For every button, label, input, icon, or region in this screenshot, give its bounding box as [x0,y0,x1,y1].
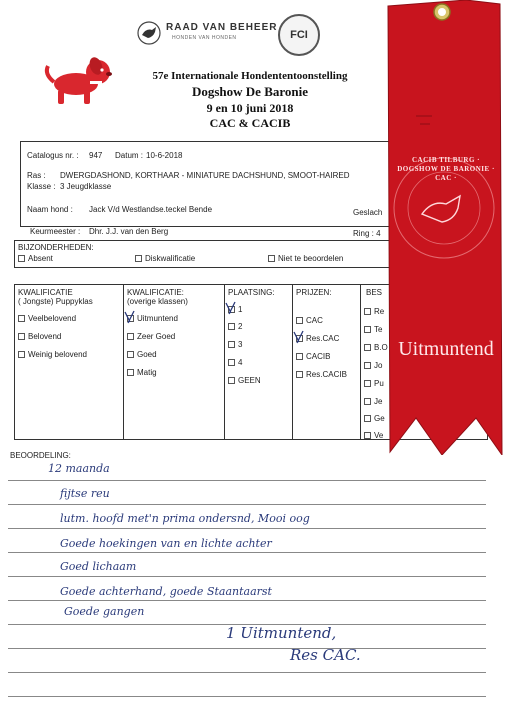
option-best-ge[interactable]: Ge [364,414,385,423]
kwal2-title: KWALIFICATIE: [127,288,184,297]
checkbox[interactable] [228,359,235,366]
remark-line-4: Goede hoekingen van en lichte achter [60,537,272,550]
remark-line-1: 12 maanda [48,462,110,475]
remark-line-7: Goede gangen [64,605,145,618]
checkmark-icon [124,310,136,324]
checkmark-icon [225,301,237,315]
divider [123,284,124,440]
checkbox[interactable] [296,371,303,378]
checkbox[interactable] [127,369,134,376]
klasse-value: 3 Jeugdklasse [60,182,112,191]
ruled-line [8,528,486,529]
checkbox[interactable] [18,333,25,340]
checkbox[interactable] [127,351,134,358]
remark-line-9: Res CAC. [290,646,361,664]
klasse-label: Klasse : [27,182,56,191]
option-cac[interactable]: CAC [296,316,323,325]
event-awards: CAC & CACIB [209,116,291,130]
ras-value: DWERGDASHOND, KORTHAAR - MINIATURE DACHSHUND, SMOOT-HAIRED [60,171,350,180]
datum-value: 10-6-2018 [146,151,183,160]
beoordeling-label: BEOORDELING: [10,451,71,460]
ras-label: Ras : [27,171,46,180]
prijzen-title: PRIJZEN: [296,288,332,297]
ribbon-label: Uitmuntend [398,338,494,360]
checkmark-icon [293,330,305,344]
event-name: Dogshow De Baronie [191,84,309,99]
remark-line-6: Goede achterhand, goede Staantaarst [60,585,272,598]
bijzonderheden-title: BIJZONDERHEDEN: [18,243,94,252]
option-uitmuntend[interactable]: Uitmuntend [127,314,178,323]
org-name: RAAD VAN BEHEER [166,22,278,33]
option-veelbelovend[interactable]: Veelbelovend [18,314,76,323]
ring-label: Ring : 4 [353,229,381,238]
remark-line-3: lutm. hoofd met'n prima ondersnd, Mooi oog [60,512,310,525]
dog-mascot-icon [40,52,120,110]
ruled-line [8,504,486,505]
checkbox[interactable] [268,255,275,262]
ruled-line [8,480,486,481]
option-best-jo[interactable]: Jo [364,361,382,370]
geslacht-label: Geslach [353,208,383,217]
raad-van-beheer-logo-icon [136,20,162,46]
checkbox[interactable] [364,415,371,422]
datum-label: Datum : [115,151,144,160]
kwal2-subtitle: (overige klassen) [127,297,188,306]
option-belovend[interactable]: Belovend [18,332,61,341]
option-best-re[interactable]: Re [364,307,384,316]
fci-logo: FCI [278,14,320,56]
naam-value: Jack V/d Westlandse.teckel Bende [89,205,213,214]
kwal1-subtitle: ( Jongste) Puppyklas [18,297,93,306]
option-niet-beoordelen[interactable]: Niet te beoordelen [268,254,343,263]
divider [360,284,361,440]
event-title: 57e Internationale Hondententoonstelling [152,70,348,82]
catalogus-label: Catalogus nr. : [27,151,79,160]
ruled-line [8,576,486,577]
checkbox[interactable] [18,255,25,262]
option-place-4[interactable]: 4 [228,358,242,367]
option-best-bo[interactable]: B.O [364,343,388,352]
option-res-cacib[interactable]: Res.CACIB [296,370,347,379]
best-title: BES [366,288,383,297]
checkbox[interactable] [296,317,303,324]
org-subtitle: HONDEN VAN HONDEN [172,35,237,41]
plaatsing-title: PLAATSING: [228,288,275,297]
checkbox[interactable] [364,326,371,333]
checkbox[interactable] [364,308,371,315]
option-goed[interactable]: Goed [127,350,157,359]
checkbox[interactable] [364,398,371,405]
option-best-je[interactable]: Je [364,397,382,406]
option-best-pu[interactable]: Pu [364,379,384,388]
remark-line-8: 1 Uitmuntend, [226,624,337,642]
keurmeester-value: Dhr. J.J. van den Berg [89,227,169,236]
remark-line-2: fijtse reu [60,487,110,500]
ruled-line [8,600,486,601]
checkbox[interactable] [364,380,371,387]
checkbox[interactable] [228,341,235,348]
option-place-3[interactable]: 3 [228,340,242,349]
option-best-te[interactable]: Te [364,325,382,334]
option-best-ve[interactable]: Ve [364,431,383,440]
checkbox[interactable] [364,344,371,351]
ribbon-ring-text: CACIB TILBURG · DOGSHOW DE BARONIE · CAC · [397,156,495,182]
naam-label: Naam hond : [27,205,73,214]
checkbox[interactable] [228,323,235,330]
option-place-2[interactable]: 2 [228,322,242,331]
keurmeester-label: Keurmeester : [30,227,81,236]
option-zeer-goed[interactable]: Zeer Goed [127,332,175,341]
checkbox[interactable] [364,432,371,439]
checkbox[interactable] [135,255,142,262]
remark-line-5: Goed lichaam [60,560,137,573]
kwal1-title: KWALIFICATIE [18,288,73,297]
checkbox[interactable] [296,353,303,360]
event-date: 9 en 10 juni 2018 [206,101,294,115]
ruled-line [8,552,486,553]
ruled-line [8,696,486,697]
option-place-geen[interactable]: GEEN [228,376,261,385]
option-place-1[interactable]: 1 [228,305,242,314]
ruled-line [8,648,486,649]
divider [292,284,293,440]
checkbox[interactable] [18,315,25,322]
checkbox[interactable] [228,377,235,384]
option-weinig-belovend[interactable]: Weinig belovend [18,350,87,359]
checkbox[interactable] [18,351,25,358]
option-cacib[interactable]: CACIB [296,352,330,361]
catalogus-value: 947 [89,151,103,160]
checkbox[interactable] [364,362,371,369]
option-absent[interactable]: Absent [18,254,53,263]
ruled-line [8,672,486,673]
option-matig[interactable]: Matig [127,368,157,377]
checkbox[interactable] [127,333,134,340]
option-res-cac[interactable]: Res.CAC [296,334,339,343]
option-diskwalificatie[interactable]: Diskwalificatie [135,254,195,263]
award-ribbon [380,0,506,455]
